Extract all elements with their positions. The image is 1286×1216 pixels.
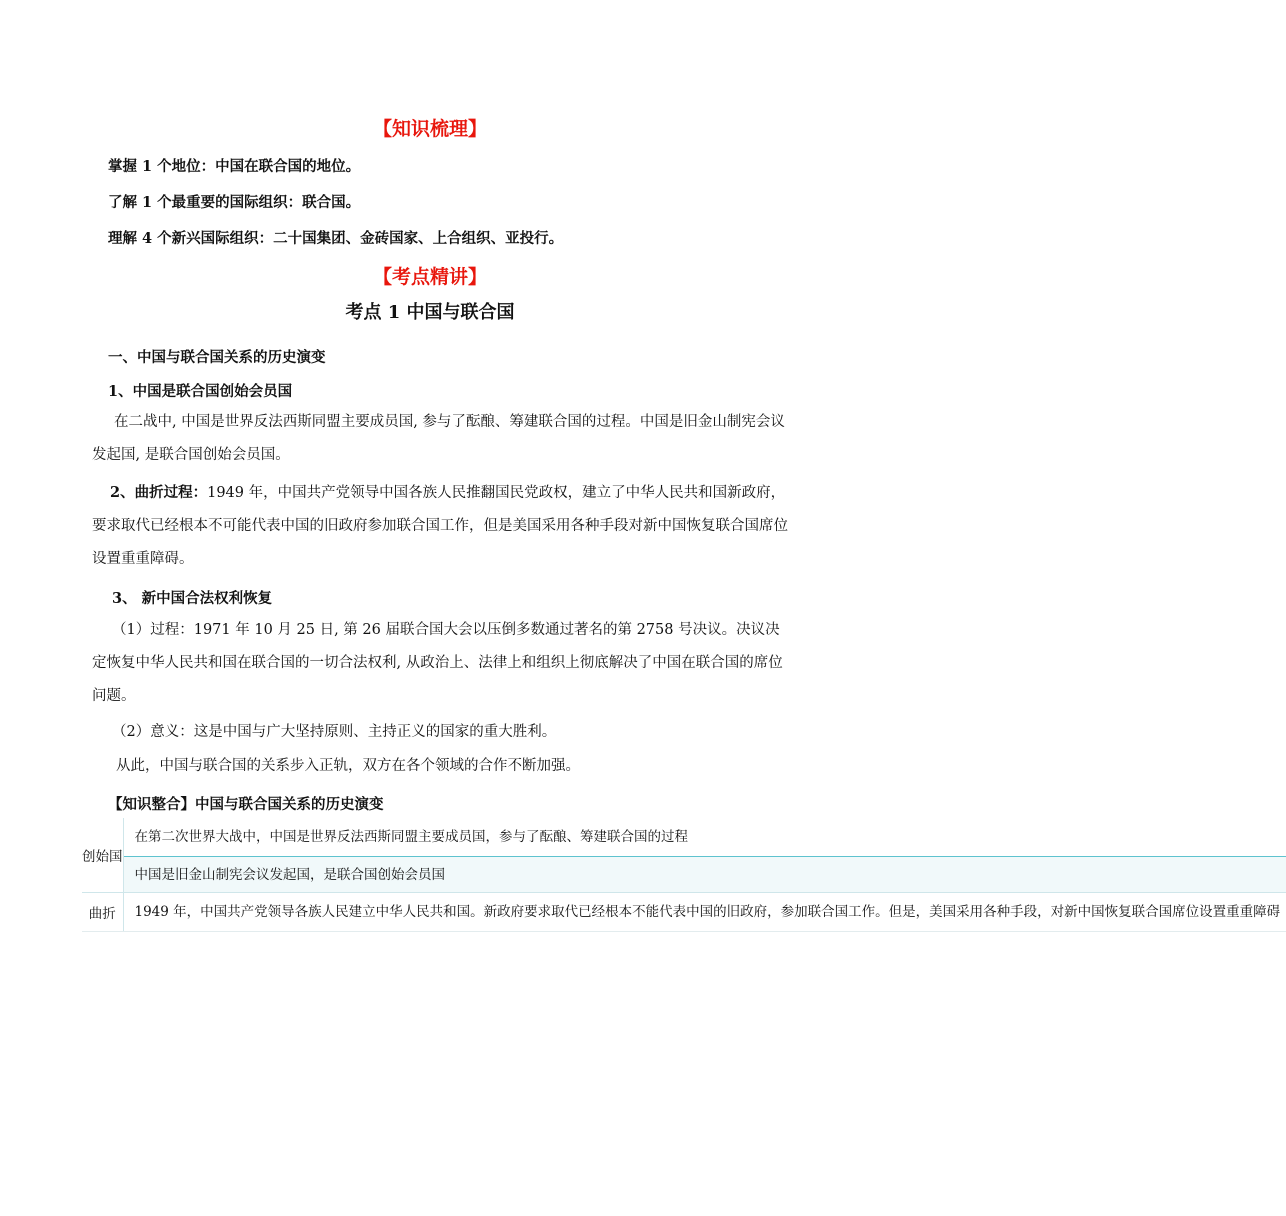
knowledge-item-3: 理解 4 个新兴国际组织：二十国集团、金砖国家、上合组织、亚投行。 bbox=[108, 230, 564, 247]
table-row bbox=[82, 893, 1286, 932]
paragraph-1: 在二战中, 中国是世界反法西斯同盟主要成员国, 参与了酝酿、筹建联合国的过程。中国是旧金山制宪会议发起国, 是联合国创始会员国。 bbox=[92, 414, 785, 463]
row-label-setback: 曲折 bbox=[82, 893, 123, 932]
table-row bbox=[82, 857, 1286, 893]
table-row bbox=[82, 818, 1286, 857]
exam-heading: 【考点精讲】 bbox=[372, 266, 487, 288]
knowledge-item-1: 掌握 1 个地位：中国在联合国的地位。 bbox=[108, 158, 361, 175]
table-title: 【知识整合】中国与联合国关系的历史演变 bbox=[108, 796, 384, 813]
row-text-founding-2: 中国是旧金山制宪会议发起国，是联合国创始会员国 bbox=[123, 857, 1286, 893]
row-text-founding-1: 在第二次世界大战中，中国是世界反法西斯同盟主要成员国，参与了酝酿、筹建联合国的过程 bbox=[123, 818, 1286, 857]
paragraph-5: 从此，中国与联合国的关系步入正轨，双方在各个领域的合作不断加强。 bbox=[116, 758, 580, 774]
knowledge-heading: 【知识梳理】 bbox=[372, 118, 487, 140]
row-text-setback: 1949 年，中国共产党领导各族人民建立中华人民共和国。新政府要求取代已经根本不能代表中国的旧政府，参加联合国工作。但是，美国采用各种手段，对新中国恢复联合国席位设置重重障碍 bbox=[123, 893, 1286, 932]
knowledge-item-2: 了解 1 个最重要的国际组织：联合国。 bbox=[108, 194, 361, 211]
paragraph-2-label: 2、曲折过程： bbox=[110, 484, 208, 501]
paragraph-2-text: 1949 年，中国共产党领导中国各族人民推翻国民党政权，建立了中华人民共和国新政府，要求取代已经根本不可能代表中国的旧政府参加联合国工作，但是美国采用各种手段对新中国恢复联合国席位设置重重障碍。 bbox=[92, 485, 788, 567]
paragraph-3: （1）过程：1971 年 10 月 25 日, 第 26 届联合国大会以压倒多数通过著名的第 2758 号决议。决议决定恢复中华人民共和国在联合国的一切合法权利, 从政治上、法律上和组织上彻底解决了中国在联合国的席位问题。 bbox=[92, 622, 783, 704]
paragraph-4: （2）意义：这是中国与广大坚持原则、主持正义的国家的重大胜利。 bbox=[112, 724, 557, 740]
topic-title: 考点 1 中国与联合国 bbox=[345, 302, 515, 323]
sub-heading-3: 3、 新中国合法权利恢复 bbox=[112, 590, 273, 607]
integration-table bbox=[82, 818, 1286, 932]
section-heading-1: 一、中国与联合国关系的历史演变 bbox=[108, 349, 326, 366]
row-label-founding: 创始国 bbox=[82, 818, 123, 893]
sub-heading-1: 1、中国是联合国创始会员国 bbox=[108, 383, 293, 400]
paragraph-2 bbox=[92, 476, 792, 576]
